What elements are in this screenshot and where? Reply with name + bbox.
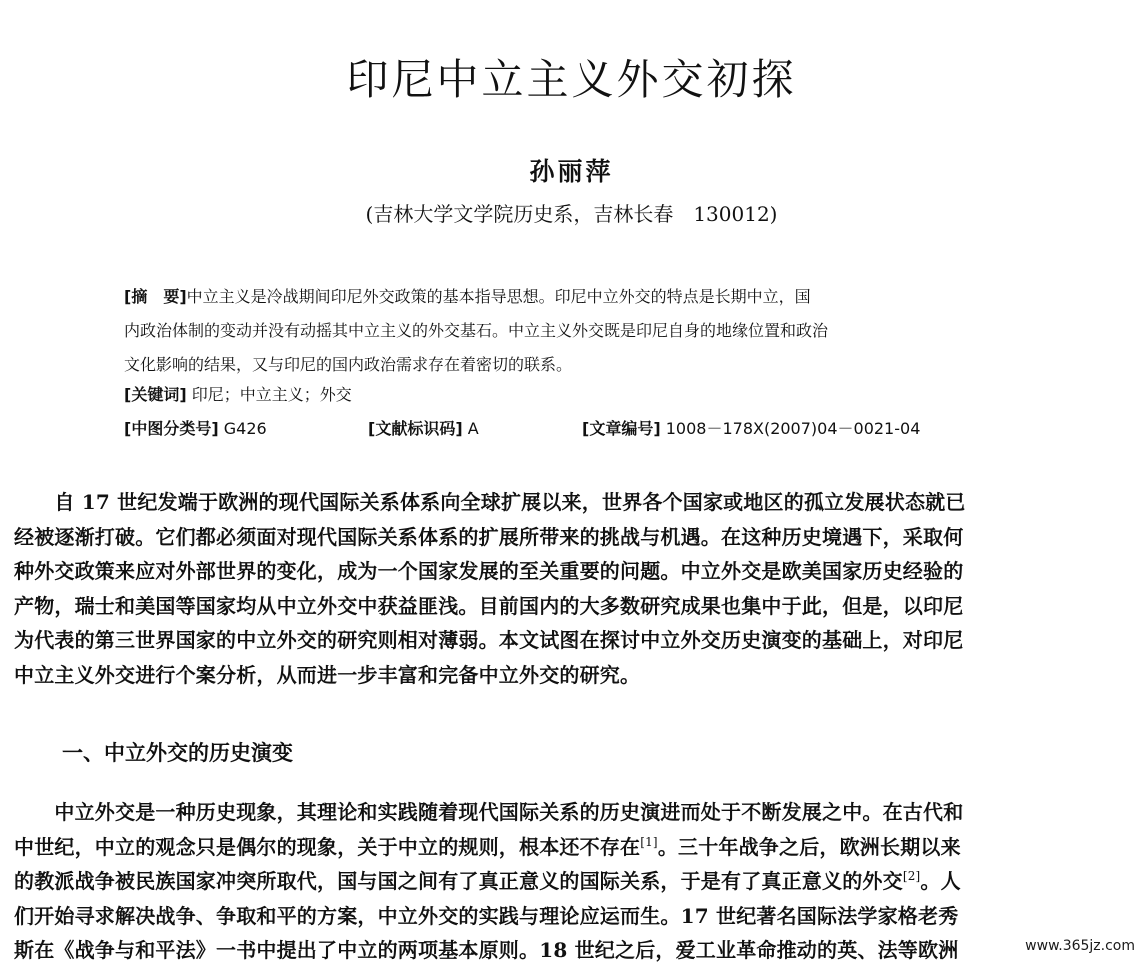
section-line: 们开始寻求解决战争、争取和平的方案，中立外交的实践与理论应运而生。17 世纪著名国际法学家格老秀 [14, 903, 959, 928]
section-line: 斯在《战争与和平法》一书中提出了中立的两项基本原则。18 世纪之后，爱工业革命推动的英、法等欧洲 [14, 938, 959, 962]
section-text: 。人 [920, 869, 961, 893]
keywords-label: [关键词] [124, 385, 187, 404]
section-line: 中立外交是一种历史现象，其理论和实践随着现代国际关系的历史演进而处于不断发展之中。在古代和 [14, 800, 964, 824]
intro-line: 中立主义外交进行个案分析，从而进一步丰富和完备中立外交的研究。 [14, 662, 641, 687]
abstract-line-3: 文化影响的结果，又与印尼的国内政治需求存在着密切的联系。 [124, 355, 573, 374]
section-line [14, 864, 1126, 899]
author-affiliation: (吉林大学文学院历史系，吉林长春 130012) [365, 202, 778, 226]
article-number [582, 414, 920, 444]
author-name: 孙丽萍 [529, 157, 614, 186]
section-text: 。三十年战争之后，欧洲长期以来 [657, 834, 961, 859]
classification-value: G426 [223, 419, 267, 438]
reference-marker[interactable]: [2] [902, 869, 921, 883]
intro-line: 为代表的第三世界国家的中立外交的研究则相对薄弱。本文试图在探讨中立外交历史演变的基础上，对印尼 [14, 628, 964, 652]
abstract-line-1 [124, 280, 1024, 314]
abstract-line-2: 内政治体制的变动并没有动摇其中立主义的外交基石。中立主义外交既是印尼自身的地缘位置和政治 [124, 321, 829, 340]
section-line [14, 830, 1126, 865]
section-heading: 一、中立外交的历史演变 [62, 741, 293, 765]
abstract-text-1: 中立主义是冷战期间印尼外交政策的基本指导思想。印尼中立外交的特点是长期中立，国 [186, 287, 811, 306]
article-number-label: [文章编号] [582, 419, 661, 438]
intro-paragraph [14, 485, 1126, 692]
classification [124, 414, 267, 444]
keywords [124, 380, 352, 410]
classification-label: [中图分类号] [124, 419, 219, 438]
intro-line: 经被逐渐打破。它们都必须面对现代国际关系体系的扩展所带来的挑战与机遇。在这种历史境遇下，采取何 [14, 524, 964, 549]
article-number-value: 1008－178X(2007)04－0021-04 [665, 419, 921, 438]
keywords-value: 印尼；中立主义；外交 [191, 385, 352, 404]
intro-line: 自 17 世纪发端于欧洲的现代国际关系体系向全球扩展以来，世界各个国家或地区的孤立发展状态就已 [14, 490, 966, 514]
abstract [124, 280, 1024, 382]
intro-line: 种外交政策来应对外部世界的变化，成为一个国家发展的至关重要的问题。中立外交是欧美国家历史经验的 [14, 559, 964, 583]
document-code [368, 414, 479, 444]
paper-title: 印尼中立主义外交初探 [346, 55, 797, 104]
section-text: 中世纪，中立的观念只是偶尔的现象，关于中立的规则，根本还不存在 [14, 834, 641, 859]
document-code-label: [文献标识码] [368, 419, 463, 438]
abstract-label: [摘 要] [124, 287, 187, 306]
section-paragraph [14, 795, 1126, 964]
intro-line: 产物，瑞士和美国等国家均从中立外交中获益匪浅。目前国内的大多数研究成果也集中于此，但是，以印尼 [14, 593, 964, 618]
watermark: www.365jz.com [1025, 938, 1135, 954]
document-code-value: A [467, 419, 479, 438]
section-text: 的教派战争被民族国家冲突所取代，国与国之间有了真正意义的国际关系，于是有了真正意义的外交 [14, 869, 903, 893]
reference-marker[interactable]: [1] [640, 834, 658, 849]
